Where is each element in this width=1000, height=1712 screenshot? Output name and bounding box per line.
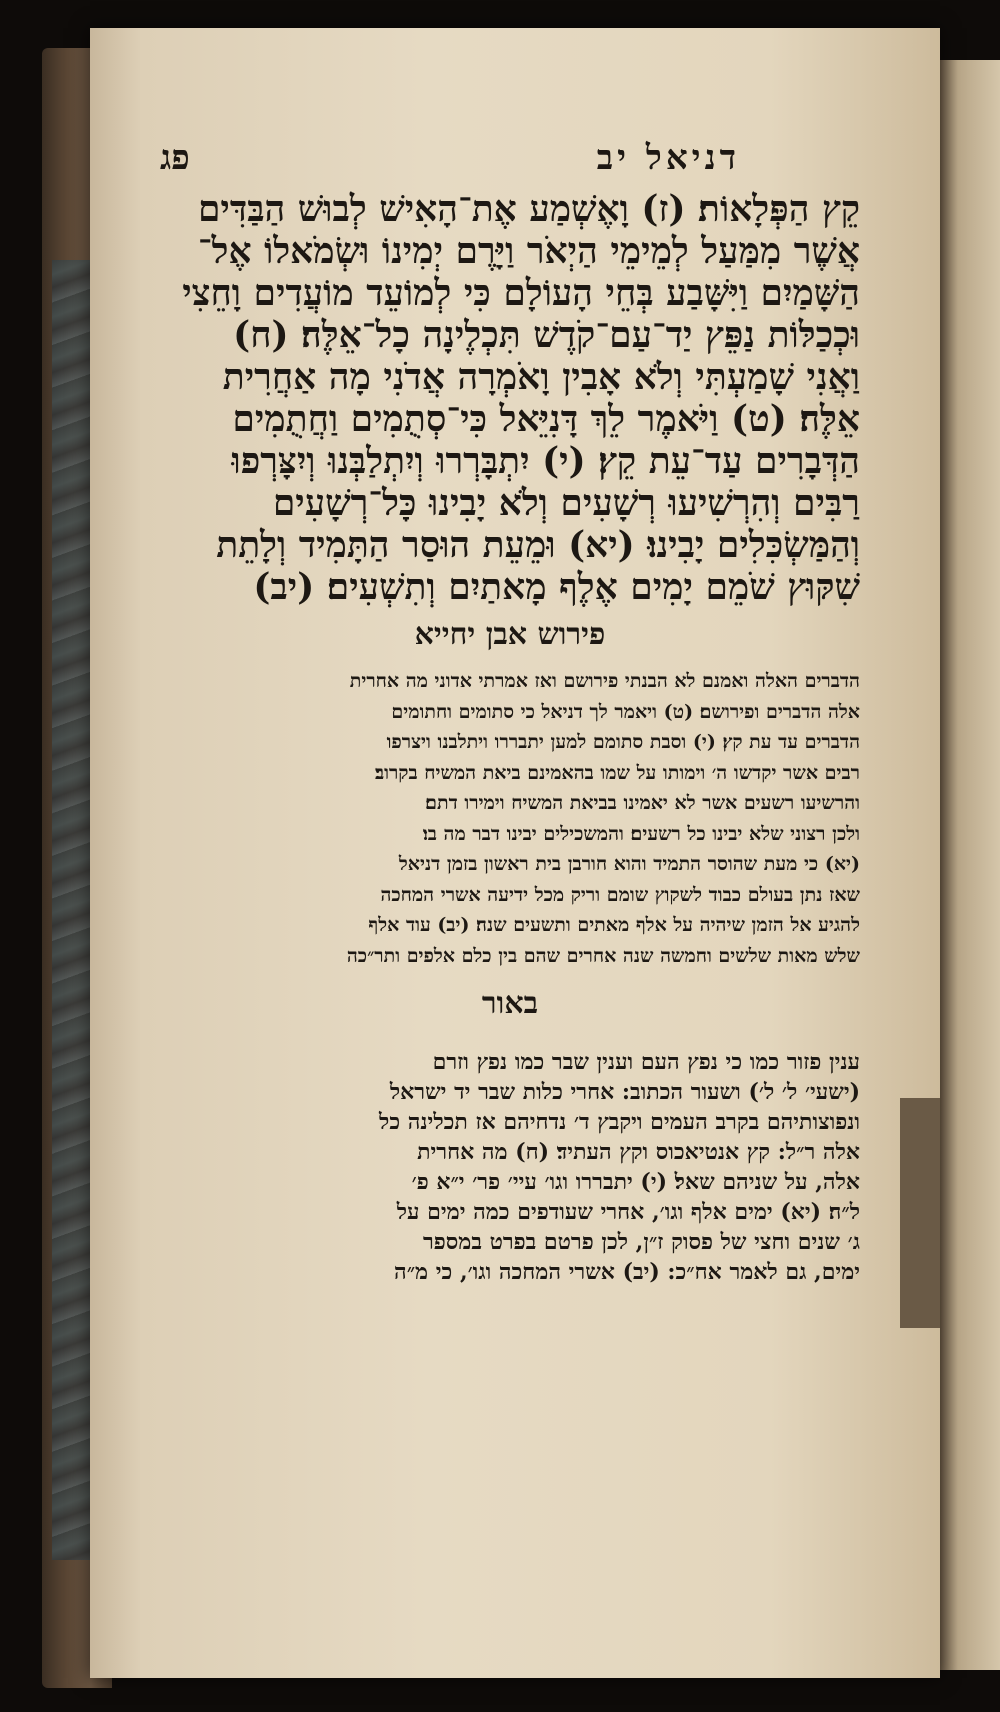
biblical-text [160, 188, 860, 608]
commentary-line: להגיע אל הזמן שיהיה על אלף מאתים ותשעים שנה׃ (יב) עוד אלף [368, 914, 860, 936]
commentary-line: שלש מאות שלשים וחמשה שנה אחרים שהם בין כלם אלפים ותר״כה [346, 944, 860, 967]
commentary-line: רבים אשר יקדשו ה׳ וימותו על שמו בהאמינם ביאת המשיח בקרוב׃ [374, 761, 860, 784]
beur-line: ג׳ שנים וחצי של פסוק ז״ן, לכן פרטם בפרט במספר [423, 1229, 860, 1255]
page-edge-tab [900, 1098, 940, 1328]
commentary-line: ולכן רצוני שלא יבינו כל רשעים׃ והמשכילים יבינו דבר מה בו׃ [422, 822, 860, 845]
verse-line: וַאֲנִי שָׁמַעְתִּי וְלֹא אָבִין וָאֹמְרָה אֲדֹנִי מָה אַחֲרִית [222, 356, 860, 398]
commentary-text [160, 666, 860, 971]
commentary-line: הדברים עד עת קץ׃ (י) וסבת סתומם למען יתבררו ויתלבנו ויצרפו [386, 731, 860, 753]
beur-line: ונפוצותיהם בקרב העמים ויקבץ ד׳ נדחיהם אז תכלינה כל [379, 1109, 860, 1135]
running-header [160, 128, 860, 188]
verse-line: שִׁקּוּץ שֹׁמֵם יָמִים אֶלֶף מָאתַיִם וְתִשְׁעִים׃ (יב) [253, 566, 860, 608]
verse-line: וּכְכַלּוֹת נַפֵּץ יַד־עַם־קֹדֶשׁ תִּכְלֶינָה כָל־אֵלֶּה׃ (ח) [233, 314, 860, 356]
verse-line: קֵץ הַפְּלָאוֹת׃ (ז) וָאֶשְׁמַע אֶת־הָאִישׁ לְבוּשׁ הַבַּדִּים [197, 188, 860, 230]
page-content [160, 128, 860, 1287]
commentary-heading: פירוש אבן יחייא [414, 617, 606, 652]
beur-line: ל״ה׃ (יא) ימים אלף וגו׳, אחרי שעודפים כמה ימים על [396, 1199, 860, 1225]
running-title: דניאל יב [596, 138, 740, 178]
facing-page-edge [940, 60, 1000, 1670]
commentary-line: הדברים האלה ואמנם לא הבנתי פירושם ואז אמרתי אדוני מה אחרית [349, 670, 860, 692]
beur-text [160, 1047, 860, 1287]
verse-line: אֲשֶׁר מִמַּעַל לְמֵימֵי הַיְאֹר וַיָּרֶם יְמִינוֹ וּשְׂמֹאלוֹ אֶל־ [197, 230, 860, 272]
page-number: פג [160, 138, 190, 178]
beur-heading: באור [481, 986, 539, 1021]
commentary-line: אלה הדברים ופירושם׃ (ט) ויאמר לך דניאל כי סתומים וחתומים [391, 700, 860, 723]
commentary-line: (יא) כי מעת שהוסר התמיד והוא חורבן בית ראשון בזמן דניאל [398, 853, 860, 875]
verse-line: רַבִּים וְהִרְשִׁיעוּ רְשָׁעִים וְלֹא יָבִינוּ כָּל־רְשָׁעִים [272, 482, 860, 524]
beur-line: אלה, על שניהם שאל׃ (י) יתבררו וגו׳ עיי׳ פר׳ י״א פ׳ [411, 1169, 860, 1195]
verse-line: וְהַמַּשְׂכִּלִים יָבִינוּ׃ (יא) וּמֵעֵת הוּסַר הַתָּמִיד וְלָתֵת [216, 524, 860, 566]
commentary-line: שאז נתן בעולם כבוד לשקוץ שומם וריק מכל ידיעה אשרי המחכה [380, 883, 860, 906]
beur-line: (ישעי׳ ל׳ ל׳) ושעור הכתוב: אחרי כלות שבר יד ישראל [389, 1079, 860, 1105]
commentary-line: והרשיעו רשעים אשר לא יאמינו בביאת המשיח וימירו דתם׃ [425, 792, 860, 814]
verse-line: הַשָּׁמַיִם וַיִּשָּׁבַע בְּחֵי הָעוֹלָם כִּי לְמוֹעֵד מוֹעֲדִים וָחֵצִי [182, 272, 860, 314]
beur-line: ימים, גם לאמר אח״כ: (יב) אשרי המחכה וגו׳, כי מ״ה [394, 1259, 860, 1285]
beur-line: ענין פזור כמו כי נפץ העם וענין שבר כמו נפץ וזרם [432, 1049, 860, 1075]
verse-line: אֵלֶּה׃ (ט) וַיֹּאמֶר לֵךְ דָּנִיֵּאל כִּי־סְתֻמִים וַחֲתֻמִים [232, 398, 860, 440]
verse-line: הַדְּבָרִים עַד־עֵת קֵץ׃ (י) יִתְבָּרְרוּ וְיִתְלַבְּנוּ וְיִצָּרְפוּ [231, 440, 860, 482]
beur-line: אלה ר״ל: קץ אנטיאכוס וקץ העתיד׃ (ח) מה אחרית [417, 1139, 860, 1165]
